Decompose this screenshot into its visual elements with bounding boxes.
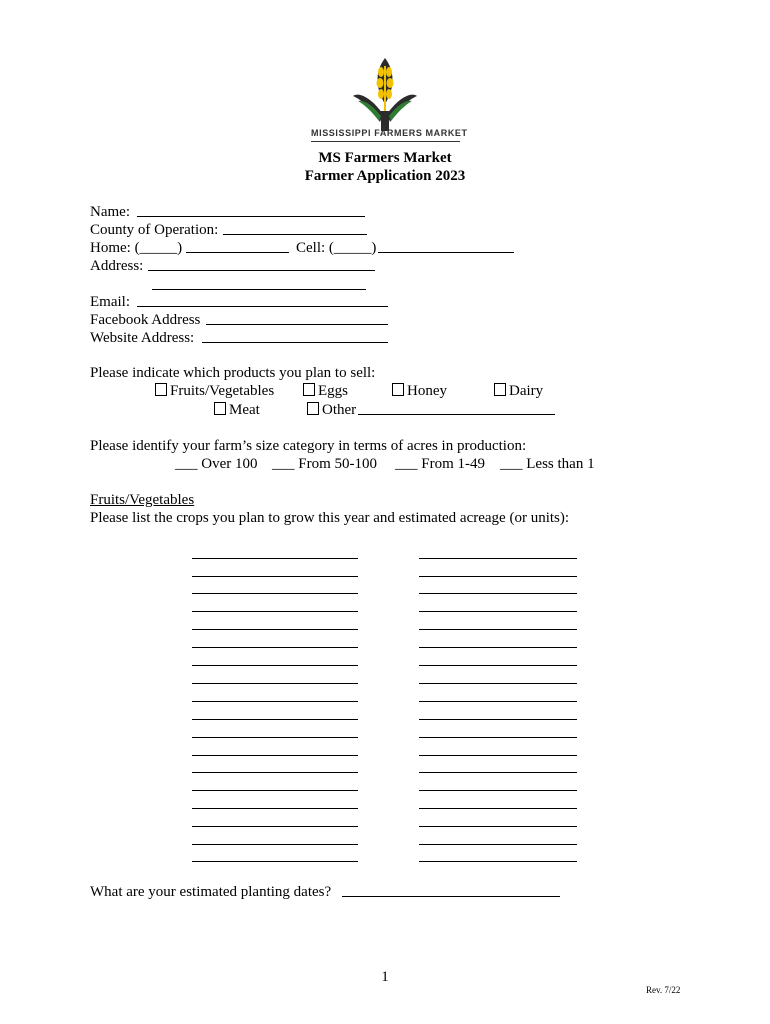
crop-line-left[interactable]: [192, 755, 358, 756]
form-subtitle: Farmer Application 2023: [304, 168, 466, 184]
crop-line-right[interactable]: [419, 772, 577, 773]
crop-line-left[interactable]: [192, 772, 358, 773]
crop-line-right[interactable]: [419, 593, 577, 594]
crop-line-right[interactable]: [419, 790, 577, 791]
page-number: 1: [381, 969, 389, 985]
crop-line-left[interactable]: [192, 826, 358, 827]
crop-line-left[interactable]: [192, 558, 358, 559]
county-label: County of Operation:: [90, 222, 219, 238]
farm-size-over-100[interactable]: ___ Over 100: [175, 456, 258, 472]
crop-line-right[interactable]: [419, 844, 577, 845]
crop-line-right[interactable]: [419, 683, 577, 684]
products-prompt: Please indicate which products you plan to sell:: [90, 365, 376, 381]
checkbox[interactable]: [214, 402, 226, 415]
checkbox[interactable]: [392, 383, 404, 396]
product-option-other[interactable]: Other: [307, 401, 356, 419]
checkbox[interactable]: [303, 383, 315, 396]
checkbox[interactable]: [155, 383, 167, 396]
crops-prompt: Please list the crops you plan to grow this year and estimated acreage (or units):: [90, 510, 570, 526]
form-title: MS Farmers Market: [318, 150, 452, 166]
farm-size-less-than-1[interactable]: ___ Less than 1: [500, 456, 595, 472]
checkbox[interactable]: [494, 383, 506, 396]
crop-line-left[interactable]: [192, 629, 358, 630]
wheat-stalk-logo-icon: [350, 56, 420, 136]
crop-line-right[interactable]: [419, 719, 577, 720]
crop-line-right[interactable]: [419, 629, 577, 630]
crop-line-right[interactable]: [419, 701, 577, 702]
crop-line-right[interactable]: [419, 576, 577, 577]
checkbox[interactable]: [307, 402, 319, 415]
planting-dates-prompt: What are your estimated planting dates?: [90, 884, 332, 900]
address-field-line-1[interactable]: [148, 270, 375, 271]
crop-line-right[interactable]: [419, 826, 577, 827]
crop-line-left[interactable]: [192, 647, 358, 648]
crop-line-left[interactable]: [192, 844, 358, 845]
cell-phone-field[interactable]: [378, 252, 514, 253]
crop-line-left[interactable]: [192, 790, 358, 791]
crop-line-right[interactable]: [419, 755, 577, 756]
crop-line-left[interactable]: [192, 683, 358, 684]
address-label: Address:: [90, 258, 144, 274]
logo: [350, 56, 420, 136]
fruits-vegetables-heading: Fruits/Vegetables: [90, 492, 195, 508]
product-option-honey[interactable]: Honey: [392, 382, 447, 400]
name-field[interactable]: [137, 216, 365, 217]
crop-line-right[interactable]: [419, 611, 577, 612]
crop-line-right[interactable]: [419, 647, 577, 648]
logo-underline: [311, 141, 460, 142]
facebook-field[interactable]: [206, 324, 388, 325]
facebook-label: Facebook Address: [90, 312, 201, 328]
address-field-line-2[interactable]: [152, 289, 366, 290]
home-phone-label: Home: (_____): [90, 240, 183, 256]
crop-line-left[interactable]: [192, 665, 358, 666]
revision-label: Rev. 7/22: [646, 985, 681, 995]
crop-line-left[interactable]: [192, 737, 358, 738]
product-option-fruits-vegetables[interactable]: Fruits/Vegetables: [155, 382, 274, 400]
crop-line-right[interactable]: [419, 808, 577, 809]
crop-line-right[interactable]: [419, 665, 577, 666]
farm-size-50-100[interactable]: ___ From 50-100: [272, 456, 377, 472]
crop-line-left[interactable]: [192, 576, 358, 577]
farm-size-1-49[interactable]: ___ From 1-49: [395, 456, 485, 472]
crop-line-left[interactable]: [192, 611, 358, 612]
logo-wordmark: MISSISSIPPI FARMERS MARKET: [311, 128, 468, 138]
cell-phone-label: Cell: (_____): [296, 240, 377, 256]
website-field[interactable]: [202, 342, 388, 343]
county-field[interactable]: [223, 234, 367, 235]
product-option-dairy[interactable]: Dairy: [494, 382, 543, 400]
crop-line-right[interactable]: [419, 737, 577, 738]
crop-line-left[interactable]: [192, 861, 358, 862]
crop-line-left[interactable]: [192, 719, 358, 720]
product-option-meat[interactable]: Meat: [214, 401, 260, 419]
crop-line-left[interactable]: [192, 701, 358, 702]
crop-line-right[interactable]: [419, 558, 577, 559]
crop-line-left[interactable]: [192, 593, 358, 594]
planting-dates-field[interactable]: [342, 896, 560, 897]
product-option-eggs[interactable]: Eggs: [303, 382, 348, 400]
email-field[interactable]: [137, 306, 388, 307]
home-phone-field[interactable]: [186, 252, 289, 253]
other-product-field[interactable]: [358, 414, 555, 415]
name-label: Name:: [90, 204, 130, 220]
email-label: Email:: [90, 294, 130, 310]
farm-size-prompt: Please identify your farm’s size category in terms of acres in production:: [90, 438, 527, 454]
crop-line-left[interactable]: [192, 808, 358, 809]
website-label: Website Address:: [90, 330, 195, 346]
crop-line-right[interactable]: [419, 861, 577, 862]
